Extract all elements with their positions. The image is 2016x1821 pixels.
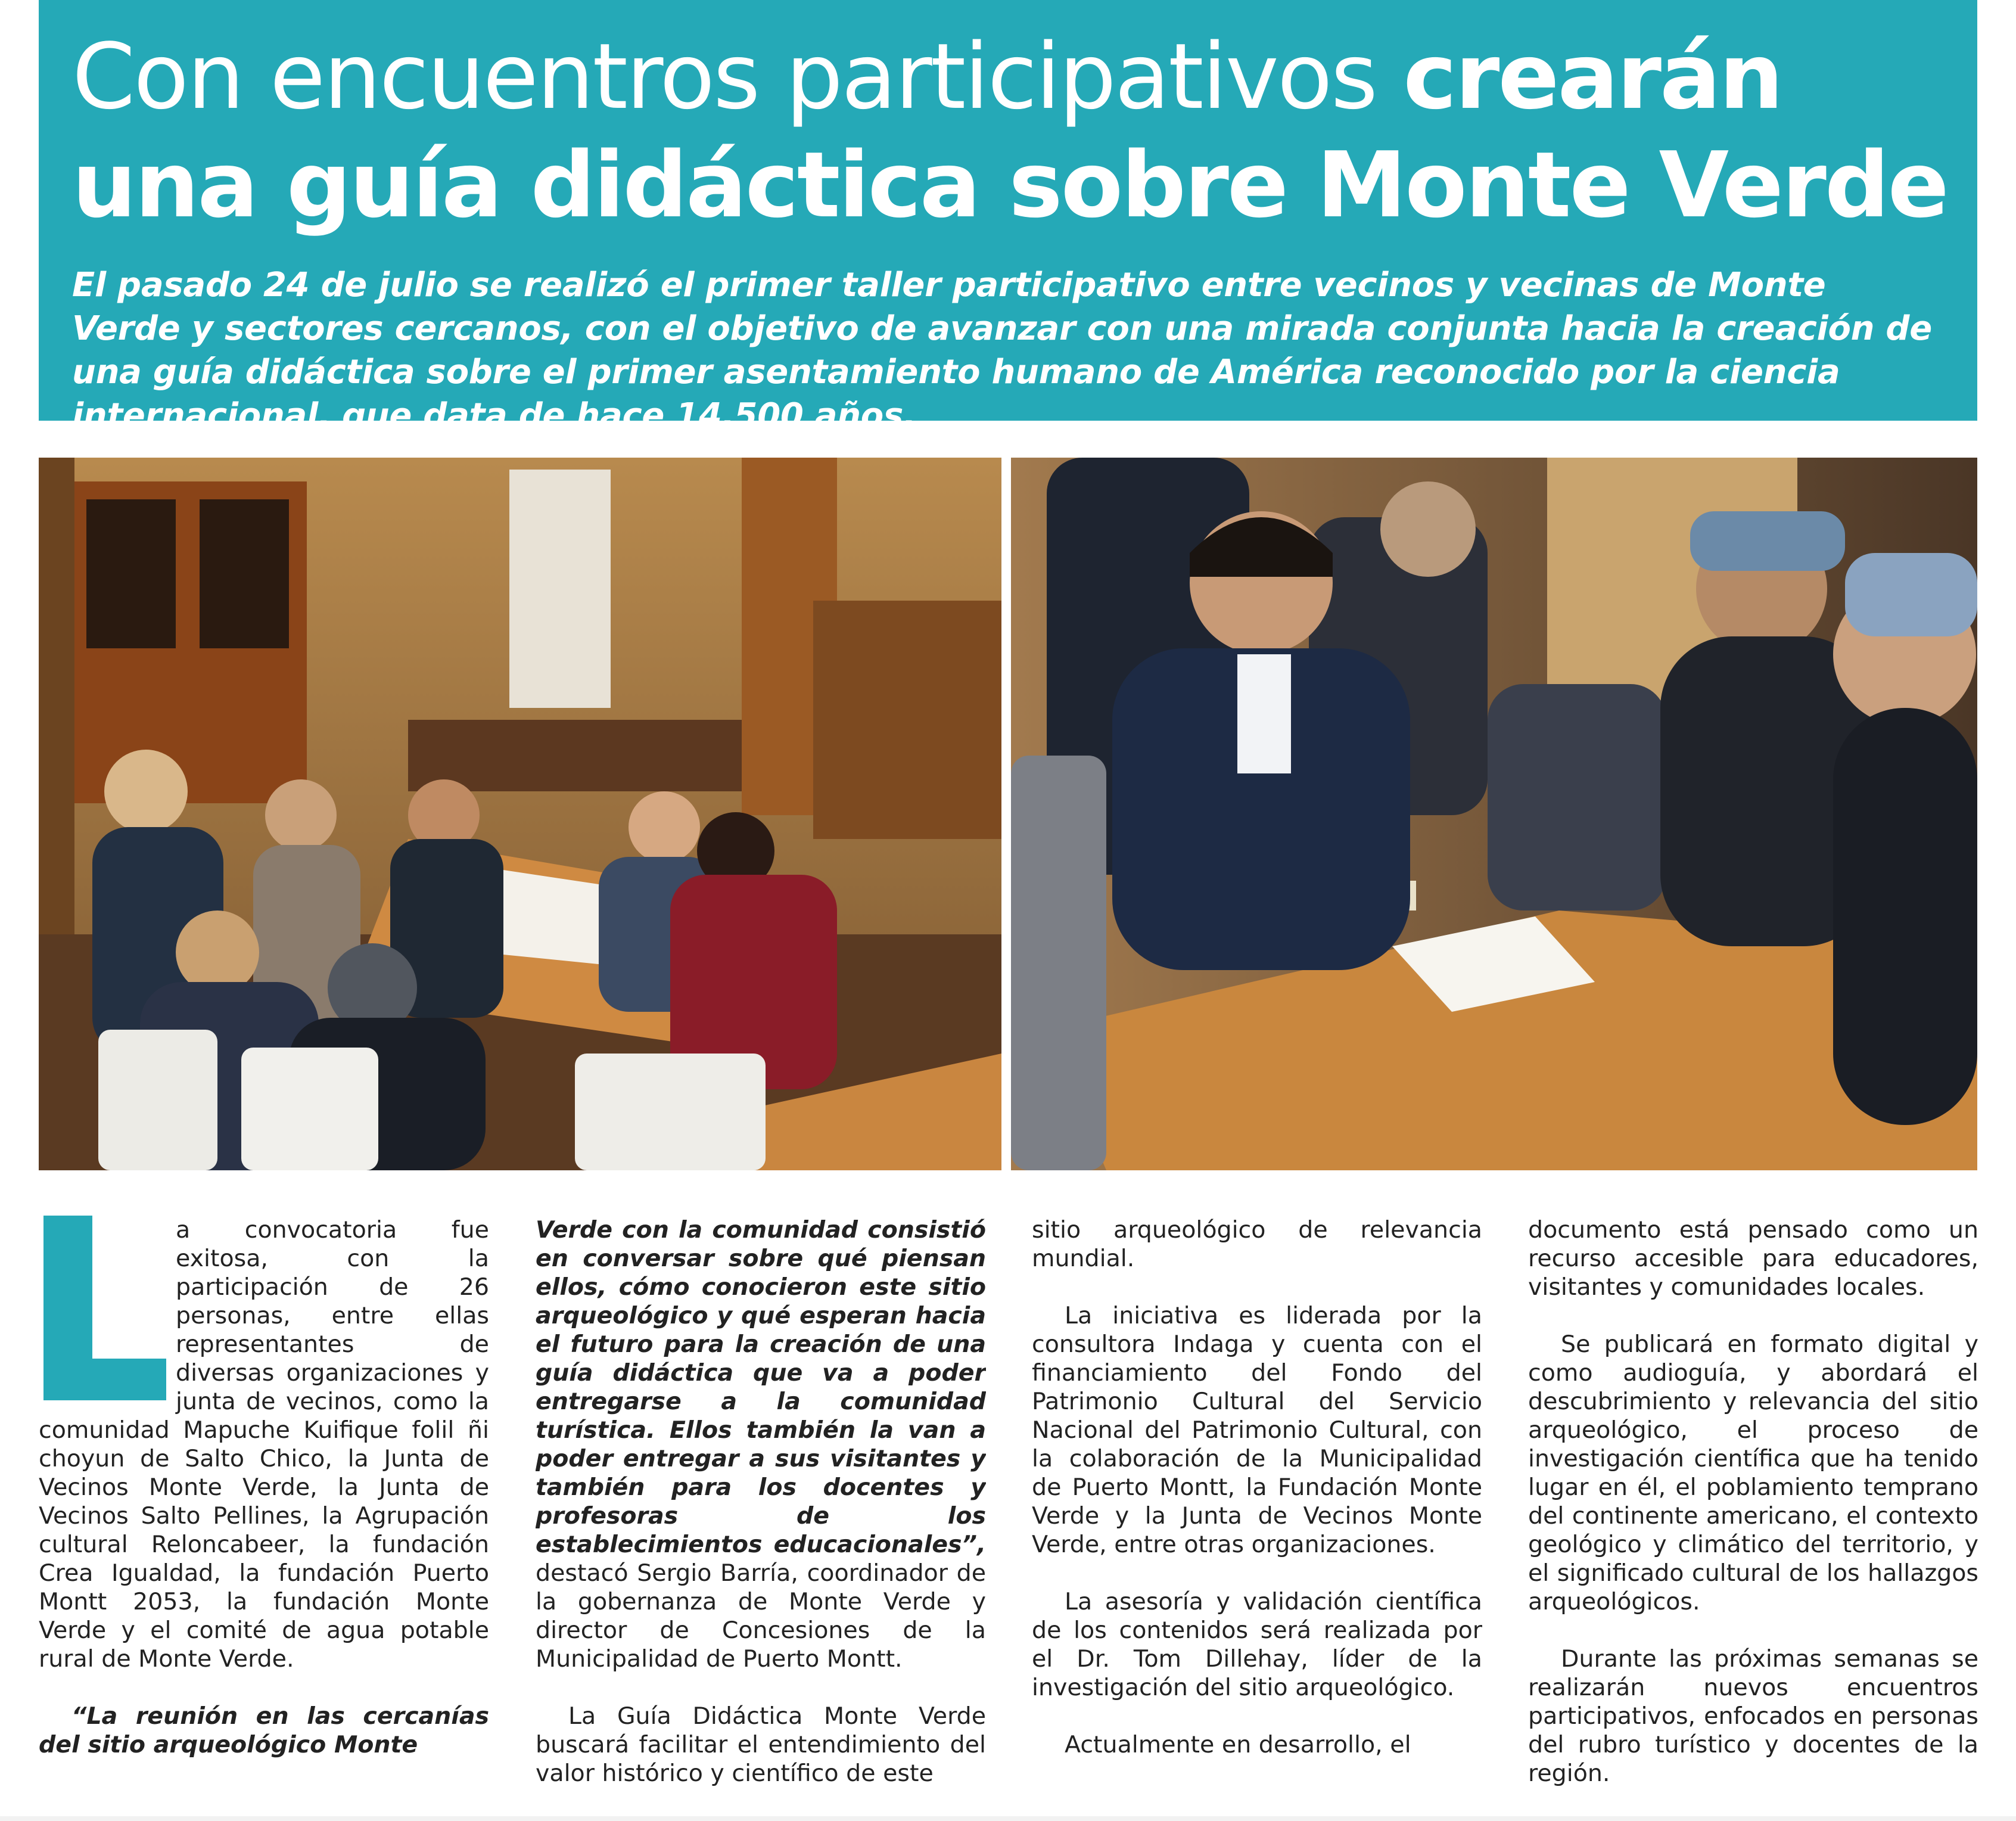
headline-bold-1: crearán <box>1403 24 1782 129</box>
headline-light: Con encuentros participativos <box>72 24 1404 129</box>
dropcap-letter-shape <box>39 1216 166 1400</box>
photo-workshop-discussion <box>1011 458 1977 1170</box>
quote-start: “La reunión en las cercanías del sitio arqueológico Monte <box>39 1702 489 1758</box>
dropcap <box>39 1216 166 1400</box>
headline <box>72 23 1945 240</box>
paragraph-initiative: La iniciativa es liderada por la consultora Indaga y cuenta con el financiamiento del Fondo del Patrimonio Cultural del Servicio Nacional del Patrimonio Cultural, con la colaboración de la Municipalidad de Puerto Montt, la Fundación Monte Verde y la Junta de Vecinos Monte Verde, entre otras organizaciones. <box>1032 1302 1482 1558</box>
paragraph-intro: a convocatoria fue exitosa, con la participación de 26 personas, entre ellas representantes de diversas organizaciones y junta de vecinos, como la comunidad Mapuche Kuifique folil ñi choyun de Salto Chico, la Junta de Vecinos Monte Verde, la Junta de Vecinos Salto Pellines, la Agrupación cultural Reloncabeer, la fundación Crea Igualdad, la fundación Puerto Montt 2053, la fundación Monte Verde y el comité de agua potable rural de Monte Verde. <box>39 1216 489 1673</box>
quote-attribution: destacó Sergio Barría, coordinador de la gobernanza de Monte Verde y director de Concesiones de la Municipalidad de Puerto Montt. <box>536 1559 986 1673</box>
lead-paragraph: El pasado 24 de julio se realizó el primer taller participativo entre vecinos y vecinas de Monte Verde y sectores cercanos, con el objetivo de avanzar con una mirada conjunta hacia la creación de una guía didáctica sobre el primer asentamiento humano de América reconocido por la ciencia internacional, que data de hace 14.500 años. <box>72 266 1932 435</box>
column-1 <box>39 1216 489 1794</box>
paragraph-development-end: documento está pensado como un recurso accesible para educadores, visitantes y comunidades locales. <box>1528 1216 1978 1301</box>
paragraph-development-start: Actualmente en desarrollo, el <box>1065 1731 1411 1758</box>
column-2 <box>536 1216 986 1794</box>
page-bottom-rule <box>0 1816 2016 1821</box>
quote-continued: Verde con la comunidad consistió en conversar sobre qué piensan ellos, cómo conocieron este sitio arqueológico y qué esperan hacia el futuro para la creación de una guía didáctica que va a poder entregarse a la comunidad turística. Ellos también la van a poder entregar a sus visitantes y también para los docentes y profesoras de los establecimientos educacionales”, <box>536 1216 986 1558</box>
paragraph-next-meetings: Durante las próximas semanas se realizarán nuevos encuentros participativos, enfocados en personas del rubro turístico y docentes de la región. <box>1528 1645 1978 1787</box>
paragraph-guide-purpose-end: sitio arqueológico de relevancia mundial. <box>1032 1216 1482 1272</box>
headline-banner <box>39 0 1977 435</box>
photo-workshop-discussion-illustration <box>1011 458 1977 1170</box>
article-body <box>39 1216 1977 1794</box>
photo-workshop-group <box>39 458 1001 1170</box>
photo-workshop-group-illustration <box>39 458 1001 1170</box>
paragraph-scientific-advice: La asesoría y validación científica de los contenidos será realizada por el Dr. Tom Dillehay, líder de la investigación del sitio arqueológico. <box>1032 1588 1482 1701</box>
paragraph-guide-purpose: La Guía Didáctica Monte Verde buscará facilitar el entendimiento del valor histórico y científico de este <box>536 1702 986 1787</box>
column-4 <box>1528 1216 1978 1794</box>
headline-bold-2: una guía didáctica sobre Monte Verde <box>72 132 1947 238</box>
paragraph-publication: Se publicará en formato digital y como audioguía, y abordará el descubrimiento y relevancia del sitio arqueológico, el proceso de investigación científica que ha tenido lugar en él, el poblamiento temprano del continente americano, el contexto geológico y climático del territorio, y el significado cultural de los hallazgos arqueológicos. <box>1528 1331 1978 1615</box>
column-3 <box>1032 1216 1482 1794</box>
